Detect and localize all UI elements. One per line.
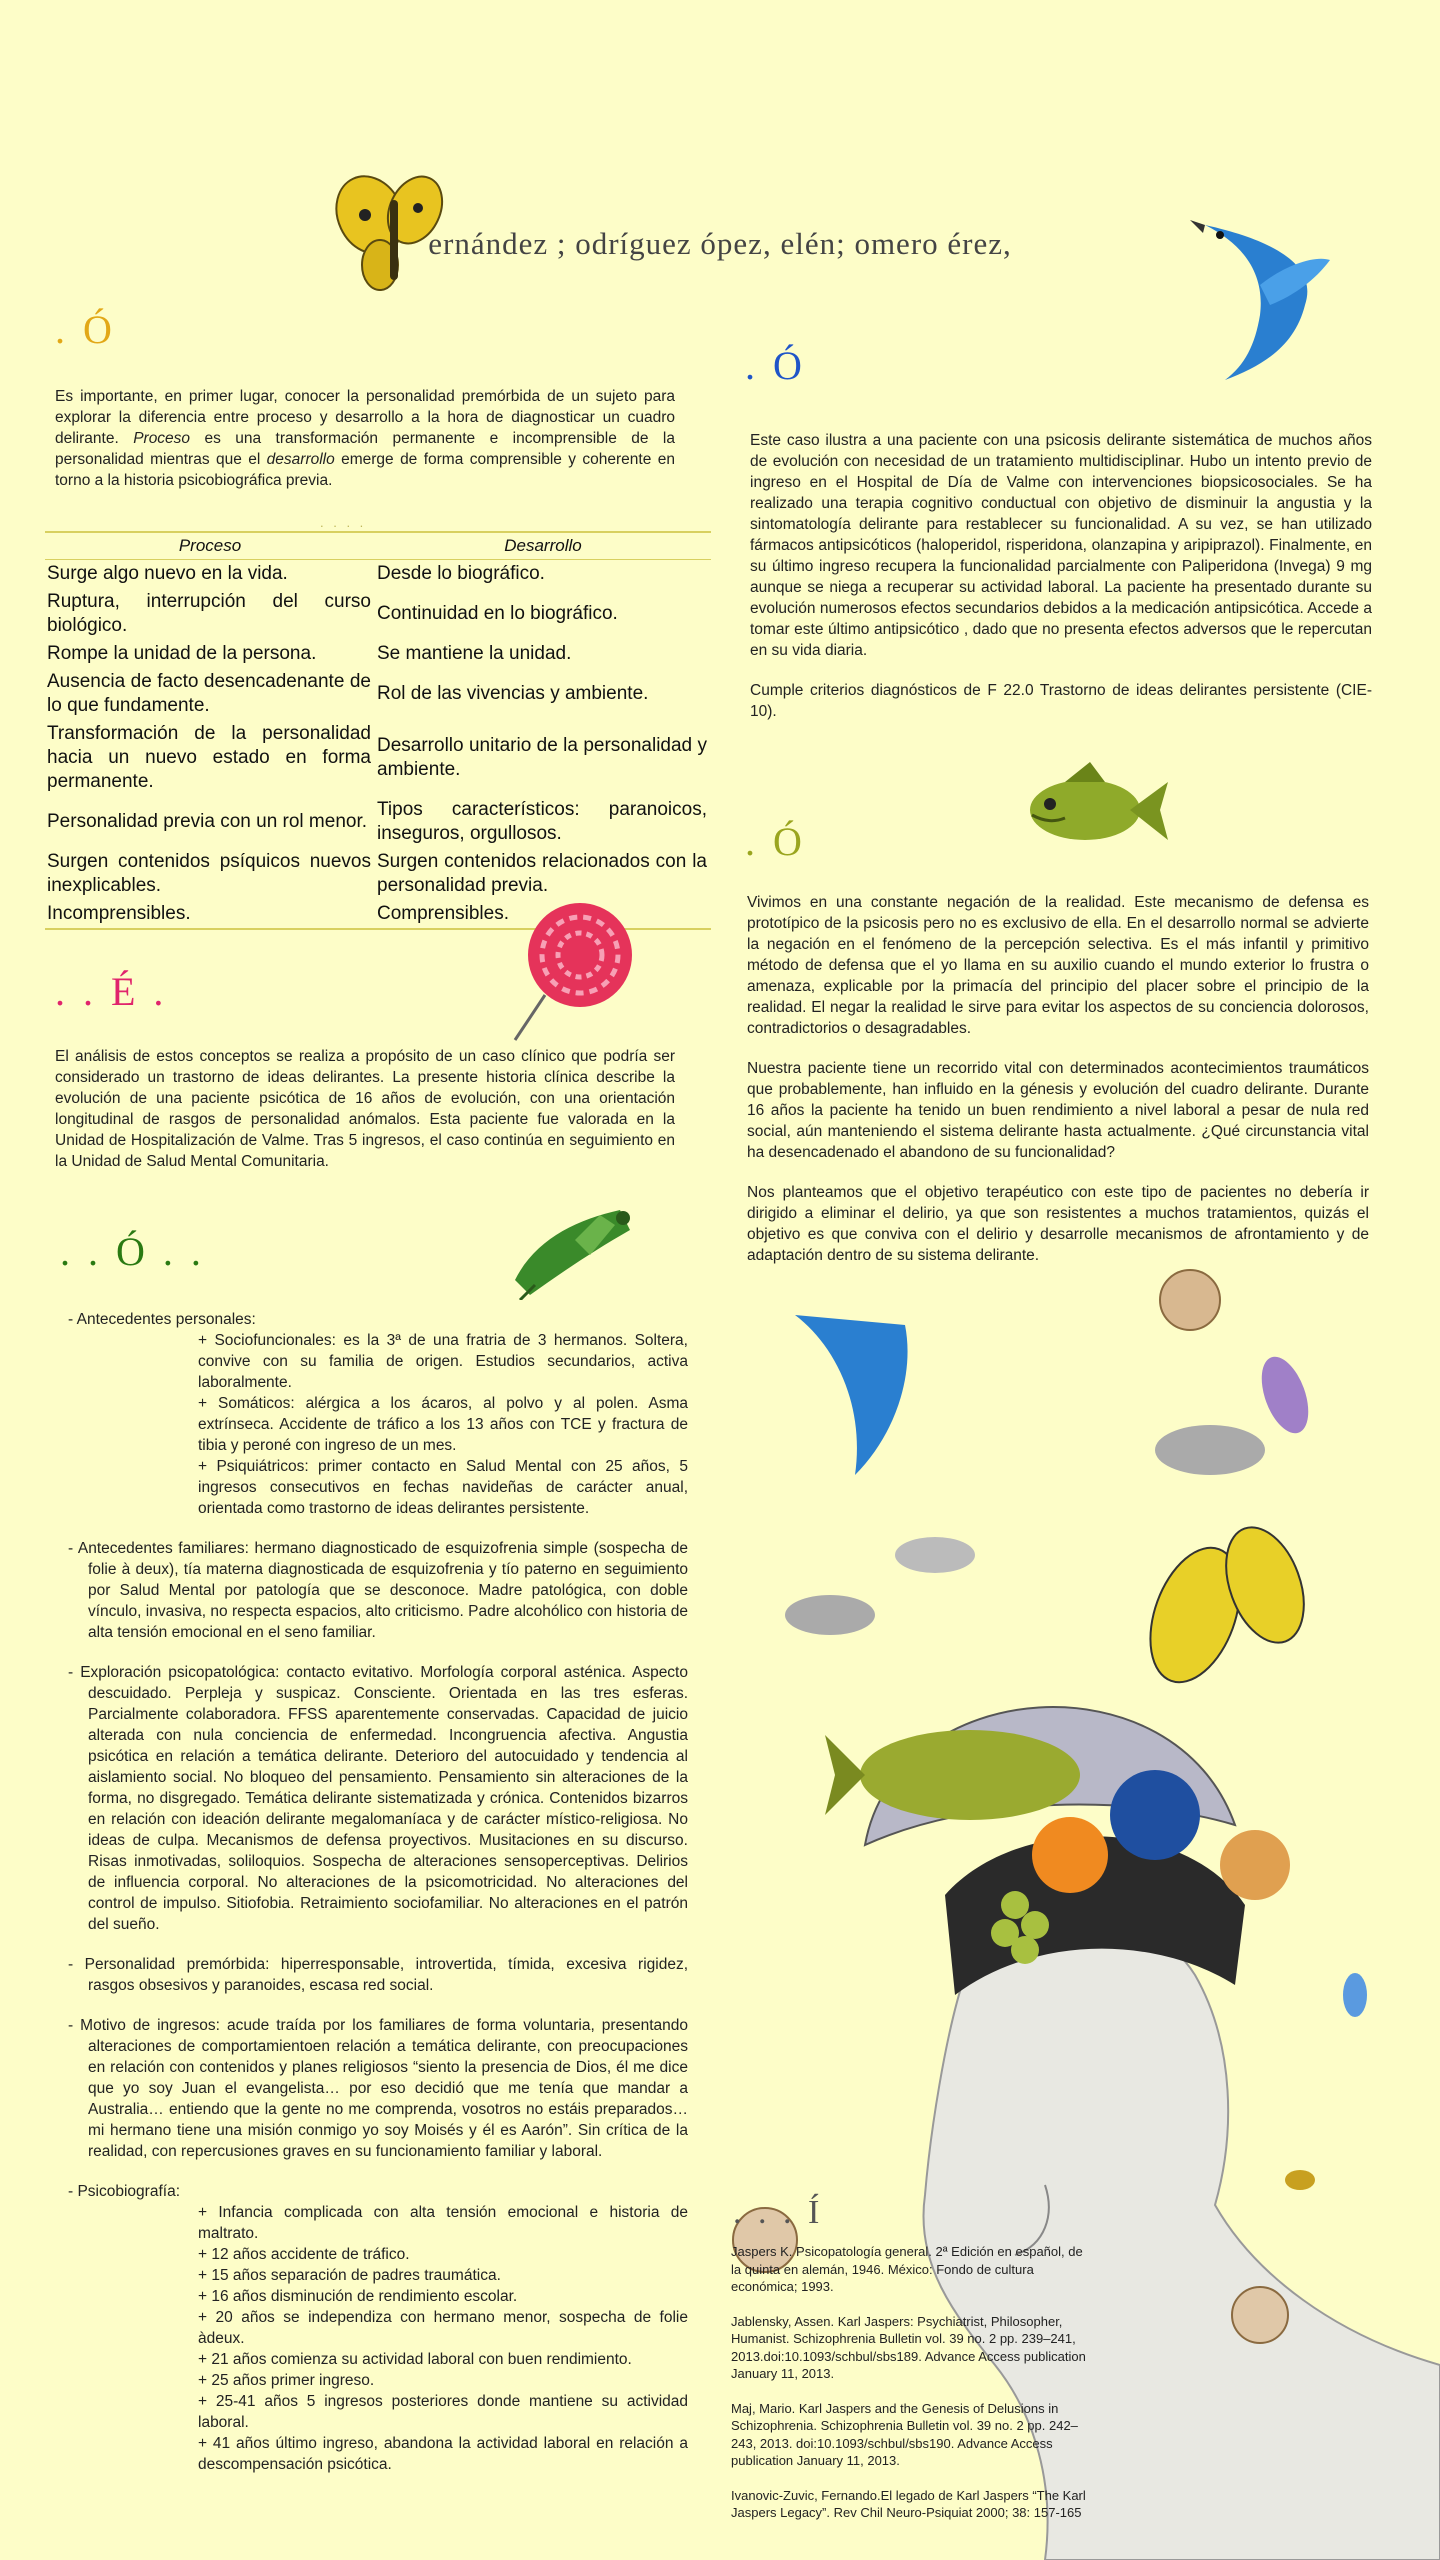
material-paragraph: El análisis de estos conceptos se realiza a propósito de un caso clínico que podría ser considerado un trastorno de ideas delirantes. La presente historia clínica describe la evolución de una paciente psicótica de 16 años de evolución, con una orientación longitudinal de rasgos de personalidad anómalos. Esta paciente fue valorada en la Unidad de Hospitalización de Valme. Tras 5 ingresos, el caso continúa en seguimiento en la Unidad de Salud Mental Comunitaria. — [55, 1048, 675, 1170]
table-cell: Desde lo biográfico. — [377, 563, 545, 584]
list-item: - Motivo de ingresos: acude traída por los familiares de forma voluntaria, presentando alteraciones de comportamientoen relación a temática delirante, con preocupaciones en relación con contenidos y planes religiosos “siento la presencia de Dios, él me dice que yo soy Juan el evangelista… por eso decidió que me tenía que mandar a Australia… entiendo que la gente no me comprenda, vosotros no estáis preparados… mi hermano tiene una misión conmigo yo soy Moisés y él es Aarón”. Sin crítica de la realidad, con repercusiones graves en su funcionamiento familiar y laboral. — [68, 2017, 688, 2160]
list-item: + Somáticos: alérgica a los ácaros, al polvo y al polen. Asma extrínseca. Accidente de tráfico a los 13 años con TCE y fractura de tibia y peroné con ingreso de un mes. — [198, 1395, 688, 1454]
table-cell: Comprensibles. — [375, 900, 711, 929]
intro-term-proceso: Proceso — [133, 430, 191, 447]
list-item: + 21 años comienza su actividad laboral con buen rendimiento. — [198, 2351, 632, 2368]
table-caption: . . . . — [320, 515, 367, 530]
table-header-row — [45, 532, 711, 560]
list-item: + Infancia complicada con alta tensión emocional e historia de maltrato. — [198, 2204, 688, 2242]
list-item: + 15 años separación de padres traumática. — [198, 2267, 501, 2284]
material-heading: . . É . — [55, 969, 168, 1014]
table-cell: Surgen contenidos relacionados con la personalidad previa. — [377, 851, 707, 896]
conclusion-paragraph: Nos planteamos que el objetivo terapéutico con este tipo de pacientes no debería ir dirigido a eliminar el delirio, ya que son resistentes a muchos tratamientos, quizás el objetivo es que conviva con el delirio y desarrolle mecanismos de afrontamiento y de adaptación dentro de su sistema delirante. — [747, 1184, 1369, 1264]
table-cell: Continuidad en lo biográfico. — [377, 603, 618, 624]
table-cell: Transformación de la personalidad hacia un nuevo estado en forma permanente. — [47, 723, 371, 792]
intro-heading: . Ó — [55, 307, 116, 352]
psicobiografia-list — [68, 2202, 688, 2475]
table-cell: Rompe la unidad de la persona. — [47, 643, 317, 664]
list-item: + 25 años primer ingreso. — [198, 2372, 375, 2389]
comparison-table — [45, 531, 711, 930]
flower-icon — [505, 895, 635, 1045]
butterfly-icon — [330, 170, 460, 300]
conclusion-paragraph: Nuestra paciente tiene un recorrido vital con determinados acontecimientos traumáticos que probablemente, han influido en la génesis y evolución del cuadro delirante. Durante 16 años la paciente ha tenido un buen rendimiento a nivel laboral a pesar de nula red social, aún manteniendo el sistema delirante hasta actualmente. ¿Qué circunstancia vital ha desencadenado el abandono de su funcionalidad? — [747, 1060, 1369, 1161]
table-cell: Surge algo nuevo en la vida. — [47, 563, 288, 584]
authors-line: ernández ; odríguez ópez, elén; omero érez, — [428, 226, 1012, 261]
fish-icon — [1020, 760, 1170, 855]
intro-text-3: emerge de forma comprensible y coherente en torno a la historia psicobiográfica previa. — [55, 451, 675, 489]
references-heading: . . . Í — [733, 2194, 824, 2231]
table-row — [45, 640, 711, 668]
psicobiografia-title: - Psicobiografía: — [68, 2183, 180, 2200]
discussion-paragraph: Este caso ilustra a una paciente con una psicosis delirante sistemática de muchos años de evolución con necesidad de un tratamiento multidisciplinar. Hubo un intento previo de ingreso en el Hospital de Día de Valme con intervenciones biopsicosociales. Se ha realizado una terapia cognitivo conductual con objetivo de disminuir la angustia y la sintomatología delirante para restablecer su funcionalidad. A su vez, se han utilizado fármacos antipsicóticos (haloperidol, risperidona, olanzapina y aripiprazol). Finalmente, en su último ingreso recupera la funcionalidad parcialmente con Paliperidona (Invega) 9 mg aunque se niega a recuperar su actividad laboral. La paciente ha presentado durante su evolución numerosos efectos secundarios debidos a la medicación antipsicótica. Accede a tomar este último antipsicótico , dado que no presenta efectos adversos que le repercutan en su vida diaria. — [750, 432, 1372, 659]
table-row — [45, 848, 711, 900]
table-row — [45, 588, 711, 640]
antecedentes-personales-title: - Antecedentes personales: — [68, 1311, 256, 1328]
table-header-desarrollo: Desarrollo — [375, 532, 711, 560]
intro-paragraph — [55, 386, 675, 491]
table-cell: Rol de las vivencias y ambiente. — [377, 683, 649, 704]
references-list — [731, 2243, 1091, 2539]
list-item: + 12 años accidente de tráfico. — [198, 2246, 410, 2263]
table-cell: Desarrollo unitario de la personalidad y ambiente. — [377, 735, 707, 780]
antecedentes-personales-list — [68, 1330, 688, 1519]
list-item: + Sociofuncionales: es la 3ª de una fratria de 3 hermanos. Soltera, convive con su familia de origen. Estudios secundarios, activa laboralmente. — [198, 1332, 688, 1391]
reference-item: Maj, Mario. Karl Jaspers and the Genesis of Delusions in Schizophrenia. Schizophrenia Bulletin vol. 39 no. 2 pp. 242–243, 2013. doi:10.1093/schbul/sbs190. Advance Access publication January 11, 2013. — [731, 2400, 1078, 2468]
insect-icon — [505, 1200, 635, 1300]
table-header-proceso: Proceso — [45, 532, 375, 560]
list-item: + 20 años se independiza con hermano menor, sospecha de folie àdeux. — [198, 2309, 688, 2347]
conclusion-heading: . Ó — [745, 819, 806, 864]
table-row — [45, 668, 711, 720]
conclusion-paragraph: Vivimos en una constante negación de la realidad. Este mecanismo de defensa es prototípico de la psicosis pero no es exclusivo de ella. En el desarrollo normal se advierte la negación en el fenómeno de la percepción selectiva. Es el más infantil y primitivo método de defensa que el yo llama en su auxilio cuando el mundo exterior lo frustra o amenaza, explicable por la primacía del principio del placer sobre el principio de la realidad. El negar la realidad le sirve para evitar los aspectos de su conciencia dolorosos, contradictorios o desagradables. — [747, 894, 1369, 1037]
case-heading: . . Ó . . — [60, 1229, 205, 1274]
bird-icon — [1185, 195, 1335, 385]
intro-term-desarrollo: desarrollo — [266, 451, 335, 468]
list-item: + 25-41 años 5 ingresos posteriores donde mantiene su actividad laboral. — [198, 2393, 688, 2431]
list-item: + 41 años último ingreso, abandona la actividad laboral en relación a descompensación psicótica. — [198, 2435, 688, 2473]
table-cell: Tipos característicos: paranoicos, inseguros, orgullosos. — [377, 799, 707, 844]
case-content — [68, 1309, 688, 2475]
table-row — [45, 560, 711, 589]
table-row — [45, 796, 711, 848]
table-cell: Personalidad previa con un rol menor. — [47, 811, 368, 832]
list-item: + Psiquiátricos: primer contacto en Salud Mental con 25 años, 5 ingresos consecutivos en fechas navideñas de carácter anual, orientada como trastorno de ideas delirantes persistente. — [198, 1458, 688, 1517]
discussion-heading: . Ó — [745, 343, 806, 388]
reference-item: Ivanovic-Zuvic, Fernando.El legado de Karl Jaspers “The Karl Jaspers Legacy”. Rev Chil Neuro-Psiquiat 2000; 38: 157-165 — [731, 2487, 1086, 2520]
table-cell: Ruptura, interrupción del curso biológico. — [47, 591, 371, 636]
intro-text-2: es una transformación permanente e incomprensible de la personalidad mientras que el — [55, 430, 675, 468]
list-item: - Antecedentes familiares: hermano diagnosticado de esquizofrenia simple (sospecha de folie à deux), tía materna diagnosticada de esquizofrenia y tío paterno en seguimiento por Salud Mental por patología que se desconoce. Madre patológica, con doble vínculo, invasiva, no respecta espacios, alto criticismo. Padre alcohólico con historia de alta tensión emocional en el seno familiar. — [68, 1540, 688, 1641]
table-cell: Ausencia de facto desencadenante de lo que fundamente. — [47, 671, 371, 716]
table-cell: Incomprensibles. — [45, 900, 375, 929]
discussion-paragraphs — [750, 430, 1372, 741]
list-item: - Personalidad premórbida: hiperresponsable, introvertida, tímida, excesiva rigidez, rasgos obsesivos y paranoides, escasa red social. — [68, 1956, 688, 1994]
list-item: + 16 años disminución de rendimiento escolar. — [198, 2288, 518, 2305]
reference-item: Jablensky, Assen. Karl Jaspers: Psychiatrist, Philosopher, Humanist. Schizophrenia Bulletin vol. 39 no. 2 pp. 239–241, 2013.doi:10.1093/schbul/sbs189. Advance Access publication January 11, 2013. — [731, 2313, 1086, 2381]
discussion-paragraph: Cumple criterios diagnósticos de F 22.0 Trastorno de ideas delirantes persistente (CIE-10). — [750, 682, 1372, 720]
intro-text-1: Es importante, en primer lugar, conocer la personalidad premórbida de un sujeto para explorar la diferencia entre proceso y desarrollo a la hora de diagnosticar un cuadro delirante. — [55, 388, 675, 447]
table-cell: Surgen contenidos psíquicos nuevos inexplicables. — [47, 851, 371, 896]
reference-item: Jaspers K. Psicopatología general. 2ª Edición en español, de la quinta en alemán, 1946. México: Fondo de cultura económica; 1993. — [731, 2244, 1083, 2294]
conclusion-paragraphs — [747, 892, 1369, 1285]
list-item: - Exploración psicopatológica: contacto evitativo. Morfología corporal asténica. Aspecto descuidado. Perpleja y suspicaz. Consciente. Orientada en las tres esferas. Parcialmente colaboradora. FFSS aparentemente conservadas. Capacidad de juicio alterada con nula conciencia de enfermedad. Incongruencia afectiva. Angustia psicótica en relación a temática delirante. Deterioro del autocuidado y tendencia al aislamiento social. No bloqueo del pensamiento. Pensamiento sin alteraciones de la forma, no disgregado. Temática delirante sistematizada y crónica. Contenidos bizarros en relación con ideación delirante megalomaníaca y de carácter místico-religiosa. No ideas de culpa. Mecanismos de defensa proyectivos. Musitaciones en su discurso. Risas inmotivadas, soliloquios. Sospecha de alteraciones sensoperceptivas. Delirios de influencia corporal. No alteraciones de la psicomotricidad. No alteraciones del control de impulso. Sitiofobia. Retraimiento sociofamiliar. No alteraciones en el patrón del sueño. — [68, 1664, 688, 1933]
table-row — [45, 720, 711, 796]
table-cell: Se mantiene la unidad. — [377, 643, 572, 664]
